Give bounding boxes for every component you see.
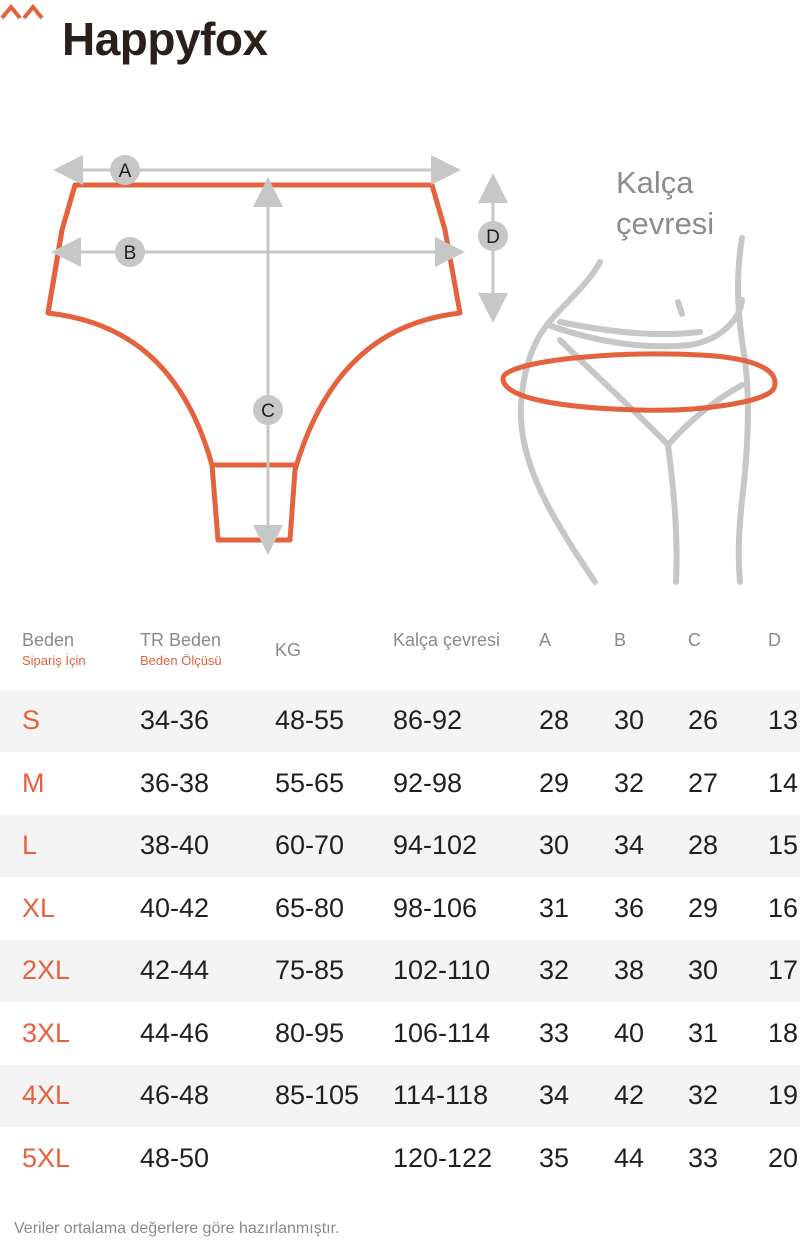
cell-b: 44	[614, 1142, 645, 1173]
cell-c: 29	[688, 892, 719, 923]
table-row	[0, 878, 800, 940]
cell-a: 34	[539, 1080, 570, 1110]
marker-a	[110, 155, 140, 185]
cell-tr: 48-50	[140, 1142, 210, 1173]
header-beden: Beden Sipariş İçin	[22, 630, 86, 668]
hip-label-line1: Kalça	[616, 165, 694, 200]
cell-c: 33	[688, 1142, 719, 1173]
svg-text:D: D	[486, 227, 500, 248]
cell-d: 16	[768, 892, 799, 923]
cell-hip: 102-110	[393, 955, 491, 985]
size-table	[0, 618, 800, 1173]
brand-logo	[0, 0, 320, 80]
cell-hip: 114-118	[393, 1080, 489, 1110]
cell-size: L	[22, 830, 38, 860]
brief-outline	[48, 185, 460, 540]
marker-d	[478, 221, 508, 251]
cell-d: 17	[768, 955, 799, 985]
cell-kg: 75-85	[275, 955, 345, 985]
header-a: A	[539, 630, 552, 650]
header-c: C	[688, 630, 701, 650]
cell-kg: 48-55	[275, 705, 345, 735]
cell-kg: 55-65	[275, 767, 345, 798]
cell-a: 31	[539, 892, 570, 923]
cell-c: 28	[688, 830, 719, 860]
cell-b: 38	[614, 955, 645, 985]
cell-size: XL	[22, 892, 56, 923]
svg-text:A: A	[118, 161, 132, 182]
cell-size: S	[22, 705, 41, 735]
svg-text:C: C	[261, 401, 275, 422]
cell-c: 32	[688, 1080, 719, 1110]
cell-tr: 38-40	[140, 830, 210, 860]
cell-kg: 60-70	[275, 830, 345, 860]
hip-label-line2: çevresi	[616, 206, 715, 241]
cell-tr: 44-46	[140, 1017, 210, 1048]
cell-hip: 92-98	[393, 767, 463, 798]
cell-a: 29	[539, 767, 570, 798]
cell-size: 3XL	[22, 1017, 71, 1048]
cell-tr: 34-36	[140, 705, 210, 735]
svg-text:B: B	[123, 243, 137, 264]
logo-carets-icon	[0, 0, 60, 24]
cell-hip: 98-106	[393, 892, 478, 923]
cell-kg: 65-80	[275, 892, 345, 923]
footnote: Veriler ortalama değerlere göre hazırlanmıştır.	[14, 1220, 340, 1237]
cell-b: 36	[614, 892, 645, 923]
cell-d: 13	[768, 705, 799, 735]
header-d: D	[768, 630, 781, 650]
cell-tr: 46-48	[140, 1080, 210, 1110]
cell-tr: 40-42	[140, 892, 210, 923]
marker-c	[253, 395, 283, 425]
cell-hip: 86-92	[393, 705, 463, 735]
cell-kg: 85-105	[275, 1080, 360, 1110]
table-header	[0, 618, 800, 690]
header-b: B	[614, 630, 627, 650]
cell-c: 30	[688, 955, 719, 985]
cell-c: 26	[688, 705, 719, 735]
cell-tr: 42-44	[140, 955, 210, 985]
cell-a: 32	[539, 955, 570, 985]
cell-c: 27	[688, 767, 719, 798]
cell-a: 33	[539, 1017, 570, 1048]
cell-b: 40	[614, 1017, 645, 1048]
cell-size: M	[22, 767, 45, 798]
cell-d: 18	[768, 1017, 799, 1048]
cell-hip: 106-114	[393, 1017, 491, 1048]
cell-d: 14	[768, 767, 799, 798]
cell-tr: 36-38	[140, 767, 210, 798]
cell-d: 20	[768, 1142, 799, 1173]
cell-size: 4XL	[22, 1080, 71, 1110]
table-row	[0, 690, 800, 752]
header-kg: KG	[275, 640, 302, 660]
cell-size: 5XL	[22, 1142, 71, 1173]
table-row	[0, 940, 800, 1002]
marker-b	[115, 237, 145, 267]
cell-kg: 80-95	[275, 1017, 345, 1048]
cell-hip: 94-102	[393, 830, 478, 860]
cell-b: 30	[614, 705, 645, 735]
cell-a: 28	[539, 705, 570, 735]
cell-d: 19	[768, 1080, 799, 1110]
cell-b: 42	[614, 1080, 645, 1110]
brand-name: Happyfox	[62, 13, 268, 65]
table-row	[0, 815, 800, 877]
table-row	[0, 1128, 800, 1190]
hip-ring	[503, 354, 775, 410]
cell-d: 15	[768, 830, 799, 860]
cell-hip: 120-122	[393, 1142, 493, 1173]
cell-c: 31	[688, 1017, 719, 1048]
cell-size: 2XL	[22, 955, 71, 985]
header-tr-beden: TR Beden Beden Ölçüsü	[140, 630, 222, 668]
cell-a: 35	[539, 1142, 570, 1173]
table-row	[0, 1065, 800, 1127]
table-row	[0, 1003, 800, 1065]
header-kalca: Kalça çevresi	[393, 630, 501, 650]
cell-b: 32	[614, 767, 645, 798]
table-row	[0, 753, 800, 815]
cell-b: 34	[614, 830, 645, 860]
cell-a: 30	[539, 830, 570, 860]
